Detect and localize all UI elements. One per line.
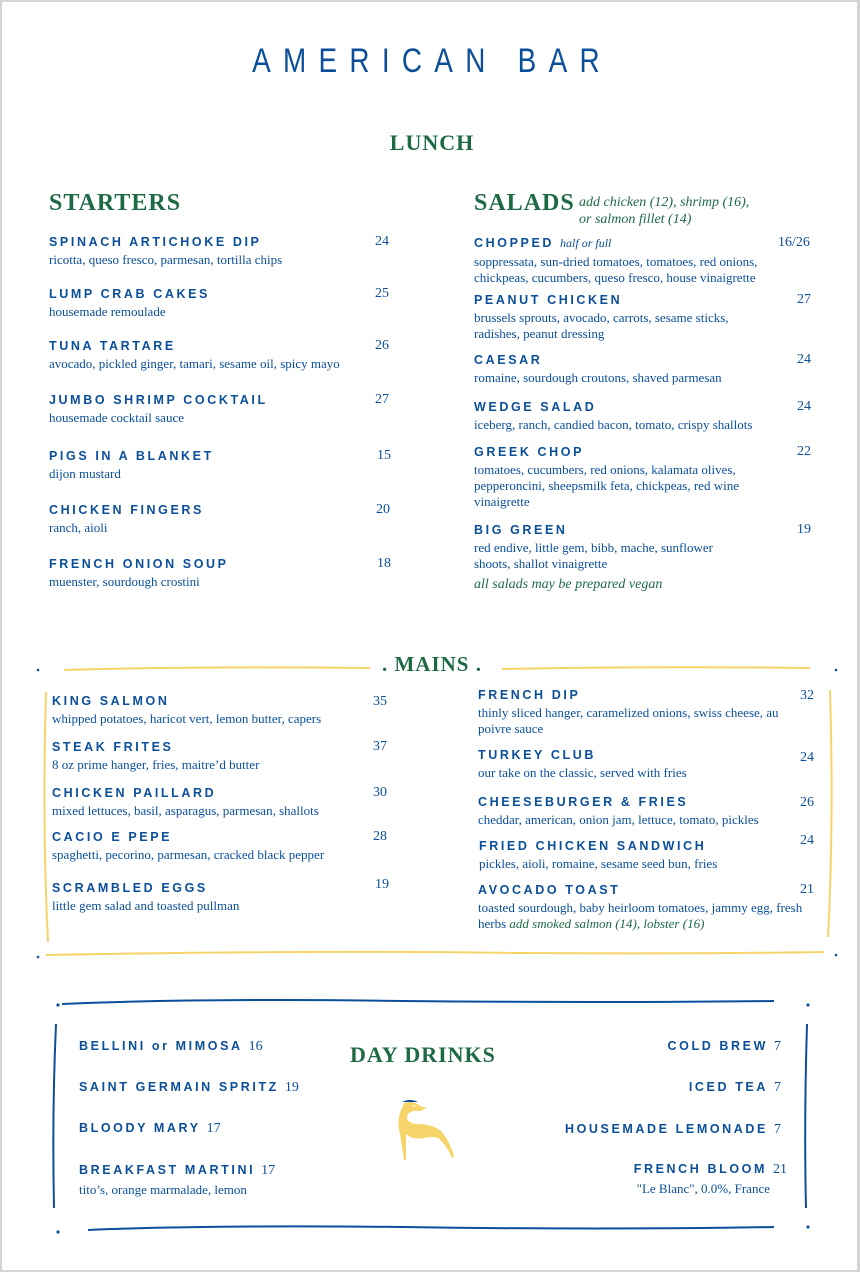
menu-item (49, 287, 389, 320)
item-name: SCRAMBLED EGGS (52, 881, 208, 895)
item-price: 24 (800, 833, 814, 848)
item-name: CHEESEBURGER & FRIES (478, 795, 689, 809)
item-price: 18 (377, 556, 391, 571)
item-price: 24 (797, 352, 811, 367)
item-price: 26 (800, 795, 814, 810)
item-desc: thinly sliced hanger, caramelized onions, swiss cheese, au poivre sauce (478, 705, 779, 736)
salads-addons-note (579, 194, 749, 228)
menu-item (478, 688, 813, 737)
item-desc: tomatoes, cucumbers, red onions, kalamata olives, pepperoncini, sheepsmilk feta, chickpeas, red wine vinaigrette (474, 462, 739, 509)
menu-item (49, 503, 389, 536)
drinks-heading: DAY DRINKS (350, 1042, 496, 1067)
item-price: 21 (800, 882, 814, 897)
drink-price: 17 (261, 1163, 276, 1178)
drink-price: 7 (774, 1039, 781, 1054)
menu-page (2, 2, 857, 1270)
item-name: CACIO E PEPE (52, 830, 173, 844)
item-name: KING SALMON (52, 694, 170, 708)
menu-item (49, 393, 389, 426)
item-price: 28 (373, 829, 387, 844)
drink-desc: "Le Blanc", 0.0%, France (636, 1181, 770, 1196)
item-price: 22 (797, 444, 811, 459)
item-desc: soppressata, sun-dried tomatoes, tomatoes, red onions, chickpeas, cucumbers, queso fresco, house vinaigrette (474, 254, 758, 285)
item-name: TUNA TARTARE (49, 339, 176, 353)
item-name: FRENCH DIP (478, 688, 581, 702)
item-price: 27 (797, 292, 811, 307)
item-name (474, 236, 794, 251)
item-name: PEANUT CHICKEN (474, 293, 623, 307)
item-desc: little gem salad and toasted pullman (52, 898, 240, 913)
menu-item (474, 400, 794, 433)
item-name: FRENCH ONION SOUP (49, 557, 229, 571)
item-name: FRIED CHICKEN SANDWICH (479, 839, 707, 853)
item-name: GREEK CHOP (474, 445, 585, 459)
item-price: 25 (375, 286, 389, 301)
drink-price: 7 (774, 1122, 781, 1137)
menu-item (52, 881, 382, 914)
item-name: CHICKEN FINGERS (49, 503, 204, 517)
drink-name: BLOODY MARY (79, 1121, 201, 1135)
item-name: BIG GREEN (474, 523, 568, 537)
item-price: 19 (797, 522, 811, 537)
item-price: 19 (375, 877, 389, 892)
drink-price: 16 (248, 1039, 263, 1054)
item-price: 15 (377, 448, 391, 463)
item-desc: whipped potatoes, haricot vert, lemon butter, capers (52, 711, 322, 726)
item-desc: pickles, aioli, romaine, sesame seed bun, fries (479, 856, 718, 871)
drink-item (79, 1119, 221, 1137)
drink-name: ICED TEA (688, 1080, 768, 1094)
item-desc (478, 900, 813, 932)
menu-item (49, 557, 389, 590)
item-name: LUMP CRAB CAKES (49, 287, 210, 301)
menu-item (474, 236, 794, 286)
item-name: JUMBO SHRIMP COCKTAIL (49, 393, 268, 407)
menu-item (49, 235, 389, 268)
menu-item (478, 748, 798, 781)
item-desc: cheddar, american, onion jam, lettuce, tomato, pickles (478, 812, 759, 827)
item-desc: housemade remoulade (49, 304, 166, 319)
item-price: 27 (375, 392, 389, 407)
item-name-text: CHOPPED (474, 236, 555, 250)
drink-item (689, 1078, 781, 1096)
item-price: 20 (376, 502, 390, 517)
item-desc: ranch, aioli (49, 520, 108, 535)
item-desc: iceberg, ranch, candied bacon, tomato, crispy shallots (474, 417, 753, 432)
item-price: 37 (373, 739, 387, 754)
drink-name: HOUSEMADE LEMONADE (564, 1122, 768, 1136)
drink-item (79, 1161, 275, 1198)
item-desc: spaghetti, pecorino, parmesan, cracked black pepper (52, 847, 325, 862)
drink-item (668, 1037, 781, 1055)
item-size-note: half or full (560, 236, 612, 250)
menu-item (474, 293, 774, 342)
item-name: PIGS IN A BLANKET (49, 449, 214, 463)
item-desc: dijon mustard (49, 466, 121, 481)
item-name: STEAK FRITES (52, 740, 174, 754)
drink-name: COLD BREW (667, 1039, 768, 1053)
salads-heading: SALADS (474, 190, 575, 216)
meal-period-title: LUNCH (389, 130, 475, 155)
item-name: CAESAR (474, 353, 543, 367)
item-name: WEDGE SALAD (474, 400, 597, 414)
greyhound-icon (394, 1098, 460, 1164)
item-desc-text: toasted sourdough, baby heirloom tomatoes, jammy egg, fresh herbs (478, 900, 803, 931)
item-price: 35 (373, 694, 387, 709)
item-price: 16/26 (778, 235, 810, 250)
menu-item (478, 795, 808, 828)
menu-item (478, 883, 813, 932)
item-addon-note: add smoked salmon (14), lobster (16) (509, 916, 705, 931)
drink-desc: tito’s, orange marmalade, lemon (79, 1182, 247, 1197)
menu-item (474, 353, 794, 386)
drink-item (634, 1160, 787, 1197)
addons-line-2: or salmon fillet (14) (579, 212, 692, 227)
item-price: 26 (375, 338, 389, 353)
drink-price: 17 (206, 1121, 221, 1136)
starters-heading: STARTERS (49, 190, 182, 216)
item-desc: ricotta, queso fresco, parmesan, tortilla chips (49, 252, 283, 267)
item-price: 24 (375, 234, 389, 249)
drink-name: SAINT GERMAIN SPRITZ (79, 1080, 279, 1094)
item-desc: 8 oz prime hanger, fries, maitre’d butter (52, 757, 260, 772)
item-desc: red endive, little gem, bibb, mache, sunflower shoots, shallot vinaigrette (474, 540, 713, 571)
item-desc: muenster, sourdough crostini (49, 574, 200, 589)
item-price: 24 (797, 399, 811, 414)
drink-item (79, 1037, 263, 1055)
mains-heading: . MAINS . (381, 652, 482, 676)
vegan-note: all salads may be prepared vegan (474, 577, 663, 592)
drink-name: FRENCH BLOOM (633, 1162, 767, 1176)
item-desc: housemade cocktail sauce (49, 410, 184, 425)
item-desc: mixed lettuces, basil, asparagus, parmesan, shallots (52, 803, 319, 818)
restaurant-title: AMERICAN BAR (252, 42, 612, 80)
drink-item (79, 1078, 299, 1096)
menu-item (49, 339, 389, 372)
menu-item (479, 839, 799, 872)
item-name: CHICKEN PAILLARD (52, 786, 217, 800)
drink-price: 7 (774, 1080, 781, 1095)
item-desc: romaine, sourdough croutons, shaved parmesan (474, 370, 722, 385)
menu-item (474, 445, 774, 510)
item-price: 32 (800, 688, 814, 703)
item-desc: our take on the classic, served with fries (478, 765, 687, 780)
drink-name: BELLINI or MIMOSA (79, 1039, 243, 1053)
item-name: SPINACH ARTICHOKE DIP (49, 235, 262, 249)
item-name: AVOCADO TOAST (478, 883, 621, 897)
drink-item (565, 1120, 781, 1138)
menu-item (52, 830, 382, 863)
drink-price: 19 (284, 1080, 299, 1095)
item-desc: brussels sprouts, avocado, carrots, sesame sticks, radishes, peanut dressing (474, 310, 729, 341)
menu-item (52, 786, 382, 819)
addons-line-1: add chicken (12), shrimp (16), (579, 195, 750, 210)
menu-item (52, 740, 382, 773)
menu-item (49, 449, 389, 482)
item-price: 24 (800, 750, 814, 765)
drink-name: BREAKFAST MARTINI (79, 1163, 256, 1177)
drink-price: 21 (773, 1162, 787, 1177)
menu-item (474, 523, 744, 572)
item-desc: avocado, pickled ginger, tamari, sesame oil, spicy mayo (49, 356, 340, 371)
menu-item (52, 694, 382, 727)
item-price: 30 (373, 785, 387, 800)
item-name: TURKEY CLUB (478, 748, 596, 762)
